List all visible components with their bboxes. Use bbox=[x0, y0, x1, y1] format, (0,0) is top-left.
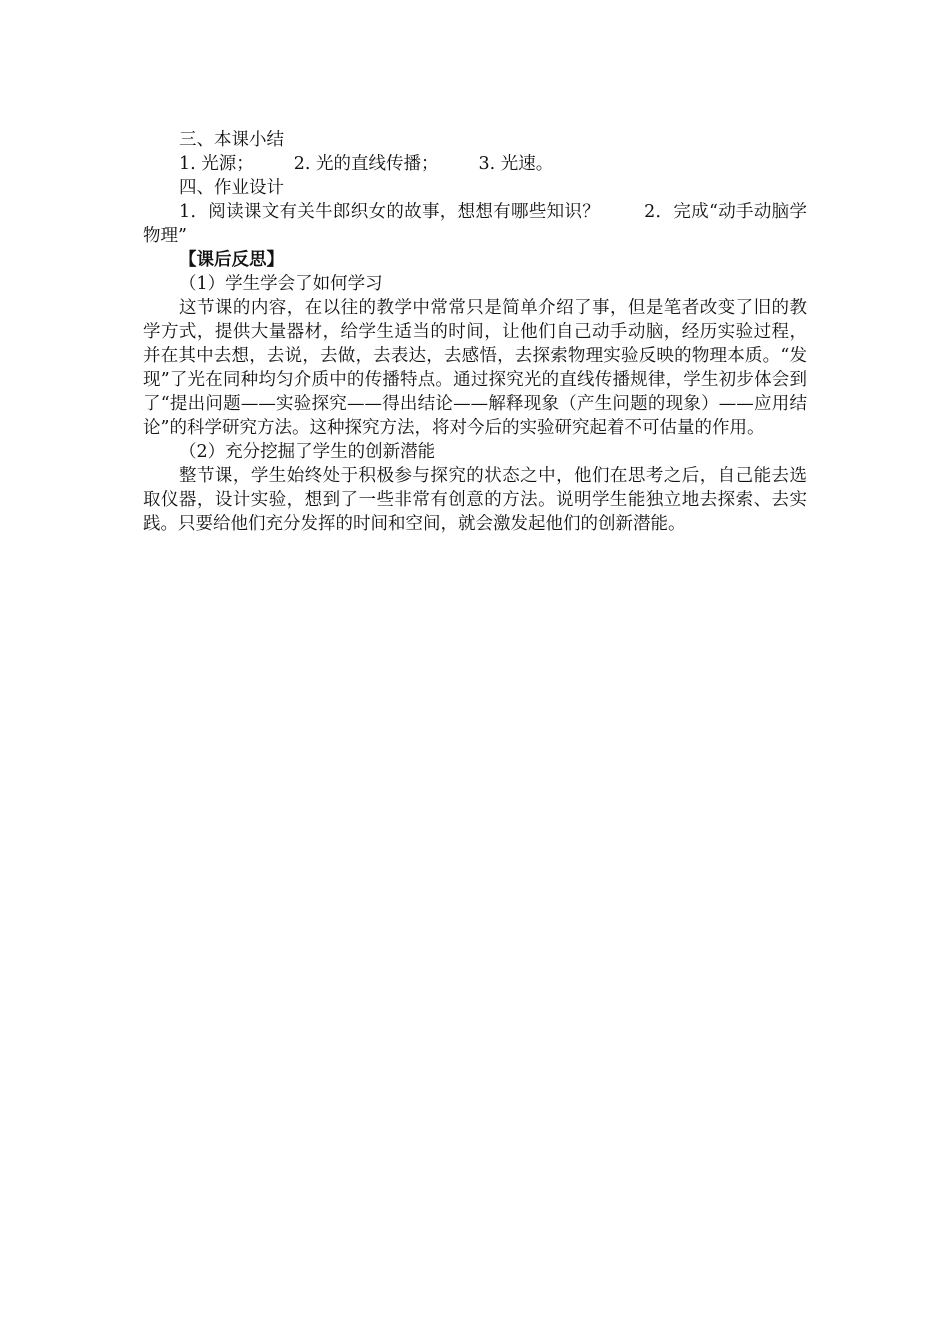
reflection-section1-body: 这节课的内容，在以往的教学中常常只是简单介绍了事，但是笔者改变了旧的教学方式，提供大量器材，给学生适当的时间，让他们自己动手动脑，经历实验过程，并在其中去想，去说，去做，去表达，去感悟，去探索物理实验反映的物理本质。“发现”了光在同种均匀介质中的传播特点。通过探究光的直线传播规律，学生初步体会到了“提出问题——实验探究——得出结论——解释现象（产生问题的现象）——应用结论”的科学研究方法。这种探究方法，将对今后的实验研究起着不可估量的作用。 bbox=[143, 298, 807, 438]
reflection-section2-body: 整节课，学生始终处于积极参与探究的状态之中，他们在思考之后，自己能去选取仪器，设计实验，想到了一些非常有创意的方法。说明学生能独立地去探索、去实践。只要给他们充分发挥的时间和空间，就会激发起他们的创新潜能。 bbox=[143, 466, 807, 534]
document-page bbox=[143, 128, 807, 536]
reflection-heading: 【课后反思】 bbox=[179, 250, 284, 270]
homework-item-practice: 2．完成“动手动脑学物理” bbox=[143, 202, 807, 246]
homework-item-reading: 1．阅读课文有关牛郎织女的故事，想想有哪些知识？ bbox=[179, 202, 601, 222]
reflection-section2-title: （2）充分挖掘了学生的创新潜能 bbox=[179, 442, 436, 462]
summary-heading: 三、本课小结 bbox=[179, 130, 284, 150]
summary-item-light-speed: 3. 光速。 bbox=[478, 154, 554, 174]
homework-items bbox=[143, 200, 807, 248]
summary-item-light-source: 1. 光源； bbox=[179, 154, 254, 174]
reflection-section1-title: （1）学生学会了如何学习 bbox=[179, 274, 383, 294]
homework-heading: 四、作业设计 bbox=[179, 178, 284, 198]
summary-items bbox=[143, 152, 807, 176]
summary-item-straight-line: 2. 光的直线传播； bbox=[293, 154, 439, 174]
